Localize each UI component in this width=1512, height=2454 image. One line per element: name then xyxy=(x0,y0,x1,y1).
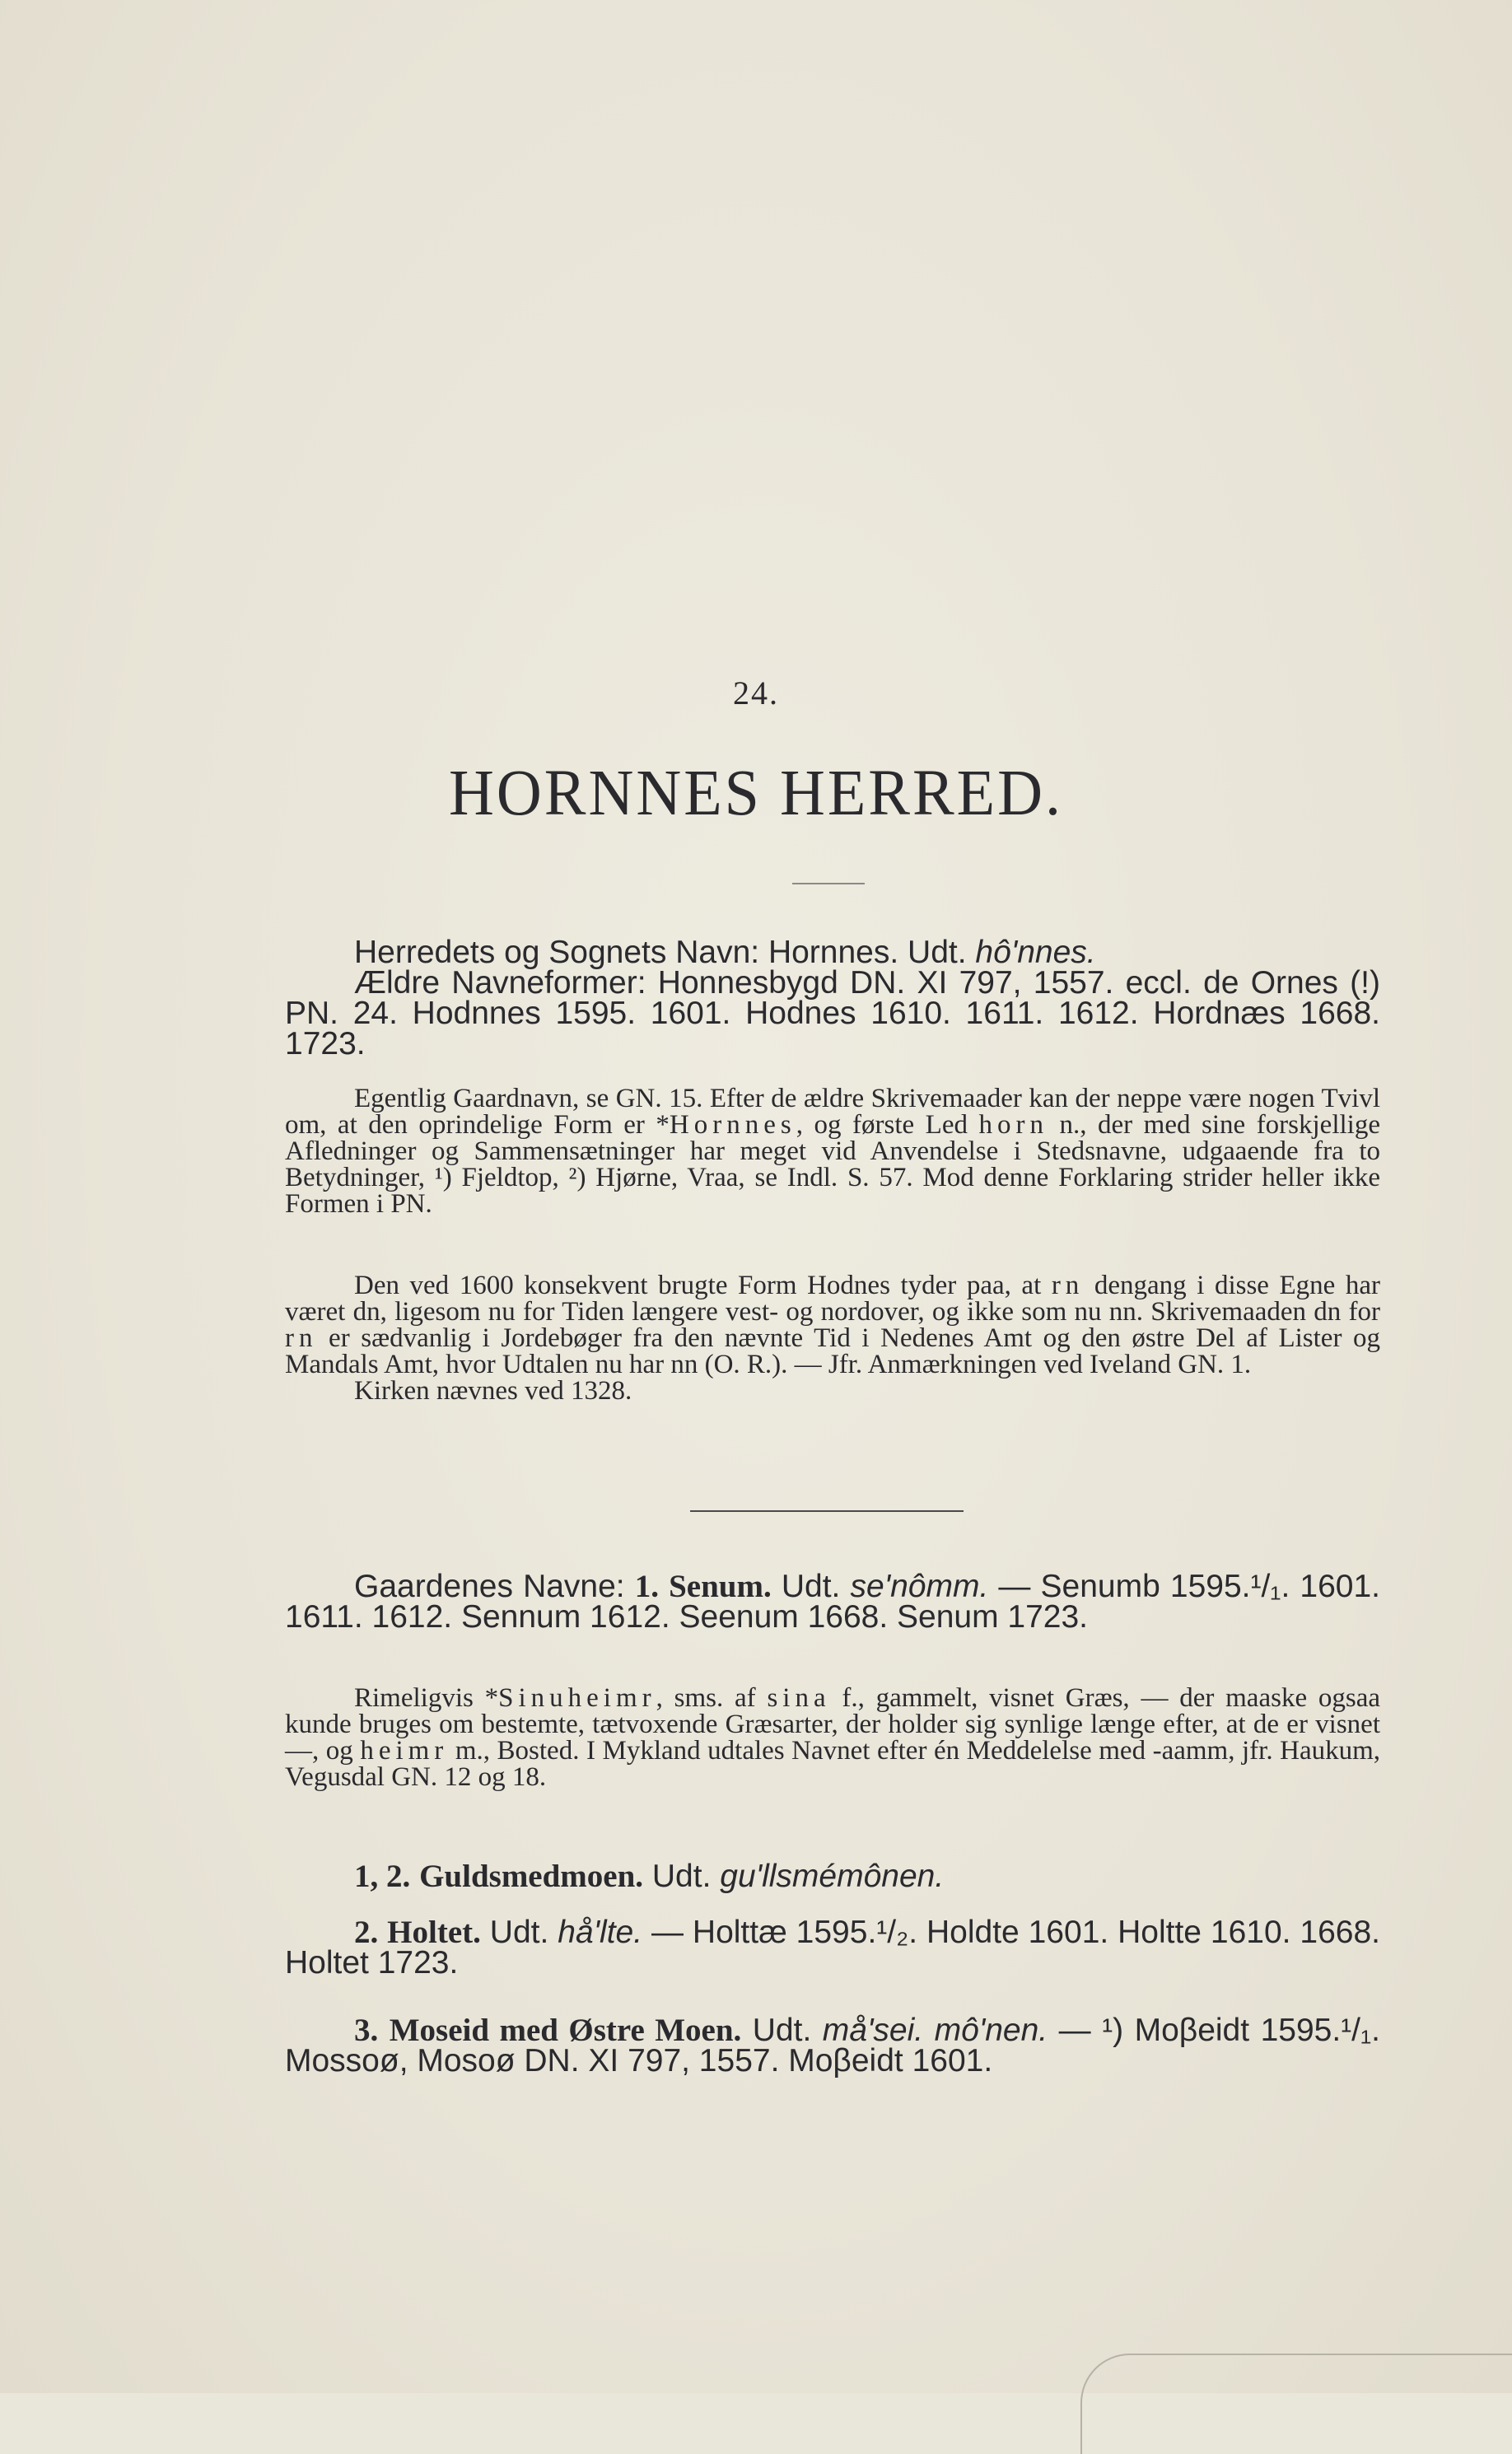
udt-label: Udt. xyxy=(480,1915,558,1950)
pronunciation: hô'nnes. xyxy=(975,935,1096,970)
farm-number: 1. xyxy=(634,1569,659,1604)
intro-section xyxy=(285,937,1380,1059)
page-curl-edge xyxy=(1080,2354,1512,2454)
rn-spaced-2: rn xyxy=(285,1323,318,1353)
pronunciation: gu'llsmémônen. xyxy=(720,1859,945,1894)
chapter-title: HORNNES HERRED. xyxy=(449,756,1063,830)
spelling-text-c: er sædvanlig i Jordebøger fra den nævnte Tid i Nedenes Amt og den østre Del af Lister og Mandals Amt, hvor Udtalen nu har nn (O. R.). — Jfr. Anmærkningen ved Iveland GN. 1. xyxy=(285,1323,1380,1379)
page-number: 24. xyxy=(733,674,779,711)
udt-label: Udt. xyxy=(643,1859,721,1894)
senum-note-paragraph xyxy=(285,1685,1380,1790)
etymology-section xyxy=(285,1085,1380,1217)
farm-name: Holtet. xyxy=(387,1915,481,1950)
farm-name: Senum. xyxy=(669,1569,772,1604)
moseid-line xyxy=(285,2015,1380,2076)
divider-long xyxy=(690,1510,964,1512)
etymology-text-a: Egentlig Gaardnavn, se GN. 15. Efter de ældre Skrivemaader kan der neppe være nogen Tvivl om, at den oprindelige Form er * xyxy=(285,1084,1380,1140)
etymology-paragraph xyxy=(285,1085,1380,1217)
udt-label: Udt. xyxy=(741,2013,823,2048)
farm-name: Moseid med Østre Moen. xyxy=(389,2013,742,2048)
senum-heimr: heimr xyxy=(360,1736,449,1766)
farm-names-label: Gaardenes Navne: xyxy=(354,1569,635,1604)
farm-entry-senum xyxy=(285,1569,1381,1635)
spelling-section xyxy=(285,1272,1380,1404)
farm-number: 1, 2. xyxy=(354,1859,411,1894)
first-element: horn xyxy=(978,1110,1048,1140)
senum-note-b: , sms. af xyxy=(656,1683,768,1713)
holtet-line xyxy=(285,1917,1380,1978)
divider-short xyxy=(792,883,865,884)
farm-forms: — Holttæ 1595.¹/₂. Holdte 1601. Holtte 1610. 1668. Holtet 1723. xyxy=(285,1915,1381,1980)
senum-note-a: Rimeligvis * xyxy=(354,1683,499,1713)
etymology-text-c: n., der med sine forskjellige Afledninger og Sammensætninger har meget vid Anvendelse i Stedsnavne, udgaaende fra to Betydninger, ¹) Fjeldtop, ²) Hjørne, Vraa, se Indl. S. 57. Mod denne Forklaring strider heller ikke Formen i PN. xyxy=(285,1110,1380,1219)
spelling-text-a: Den ved 1600 konsekvent brugte Form Hodnes tyder paa, at xyxy=(354,1271,1052,1300)
senum-note xyxy=(285,1685,1380,1790)
pronunciation: må'sei. mô'nen. xyxy=(822,2013,1048,2048)
spelling-paragraph xyxy=(285,1272,1380,1378)
farm-entry-holtet xyxy=(285,1917,1380,1978)
guld-line xyxy=(285,1861,1380,1892)
reconstructed-form: Hornnes xyxy=(669,1110,796,1140)
farm-forms: — Senumb 1595.¹/₁. 1601. 1611. 1612. Sennum 1612. Seenum 1668. Senum 1723. xyxy=(285,1569,1381,1635)
senum-line xyxy=(285,1569,1381,1635)
farm-name: Guldsmedmoen. xyxy=(419,1859,644,1894)
senum-reconstructed: Sinuheimr xyxy=(498,1683,656,1713)
farm-entry-guldsmedmoen xyxy=(285,1861,1380,1892)
rn-spaced: rn xyxy=(1051,1271,1085,1300)
church-note: Kirken nævnes ved 1328. xyxy=(354,1376,632,1406)
senum-sina: sina xyxy=(767,1683,831,1713)
farm-number: 2. xyxy=(354,1915,379,1950)
farm-entry-moseid xyxy=(285,2015,1380,2076)
senum-note-c: f., gammelt, visnet Græs, — der maaske ogsaa kunde bruges om bestemte, tætvoxende Græsarter, der holder sig synlige længe efter, at de er visnet —, og xyxy=(285,1683,1381,1766)
spelling-text-b: dengang i disse Egne har været dn, ligesom nu for Tiden længere vest- og nordover, og ikke som nu nn. Skrivemaaden dn for xyxy=(285,1271,1381,1327)
pronunciation: hå'lte. xyxy=(558,1915,643,1950)
etymology-text-b: , og første Led xyxy=(796,1110,979,1140)
parish-name-line xyxy=(285,937,1380,968)
farm-number: 3. xyxy=(354,2013,379,2048)
older-forms: Ældre Navneformer: Honnesbygd DN. XI 797, 1557. eccl. de Ornes (!) PN. 24. Hodnnes 1595. 1601. Hodnes 1610. 1611. 1612. Hordnæs 1668. 1723. xyxy=(285,965,1380,1061)
pronunciation: se'nômm. xyxy=(850,1569,989,1604)
farm-forms: — ¹) Moβeidt 1595.¹/₁. Mossoø, Mosoø DN. XI 797, 1557. Moβeidt 1601. xyxy=(285,2013,1380,2078)
udt-label: Udt. xyxy=(771,1569,851,1604)
parish-name-text: Herredets og Sognets Navn: Hornnes. Udt. xyxy=(354,935,976,970)
senum-note-d: m., Bosted. I Mykland udtales Navnet efter én Meddelelse med -aamm, jfr. Haukum, Vegusdal GN. 12 og 18. xyxy=(285,1736,1381,1792)
